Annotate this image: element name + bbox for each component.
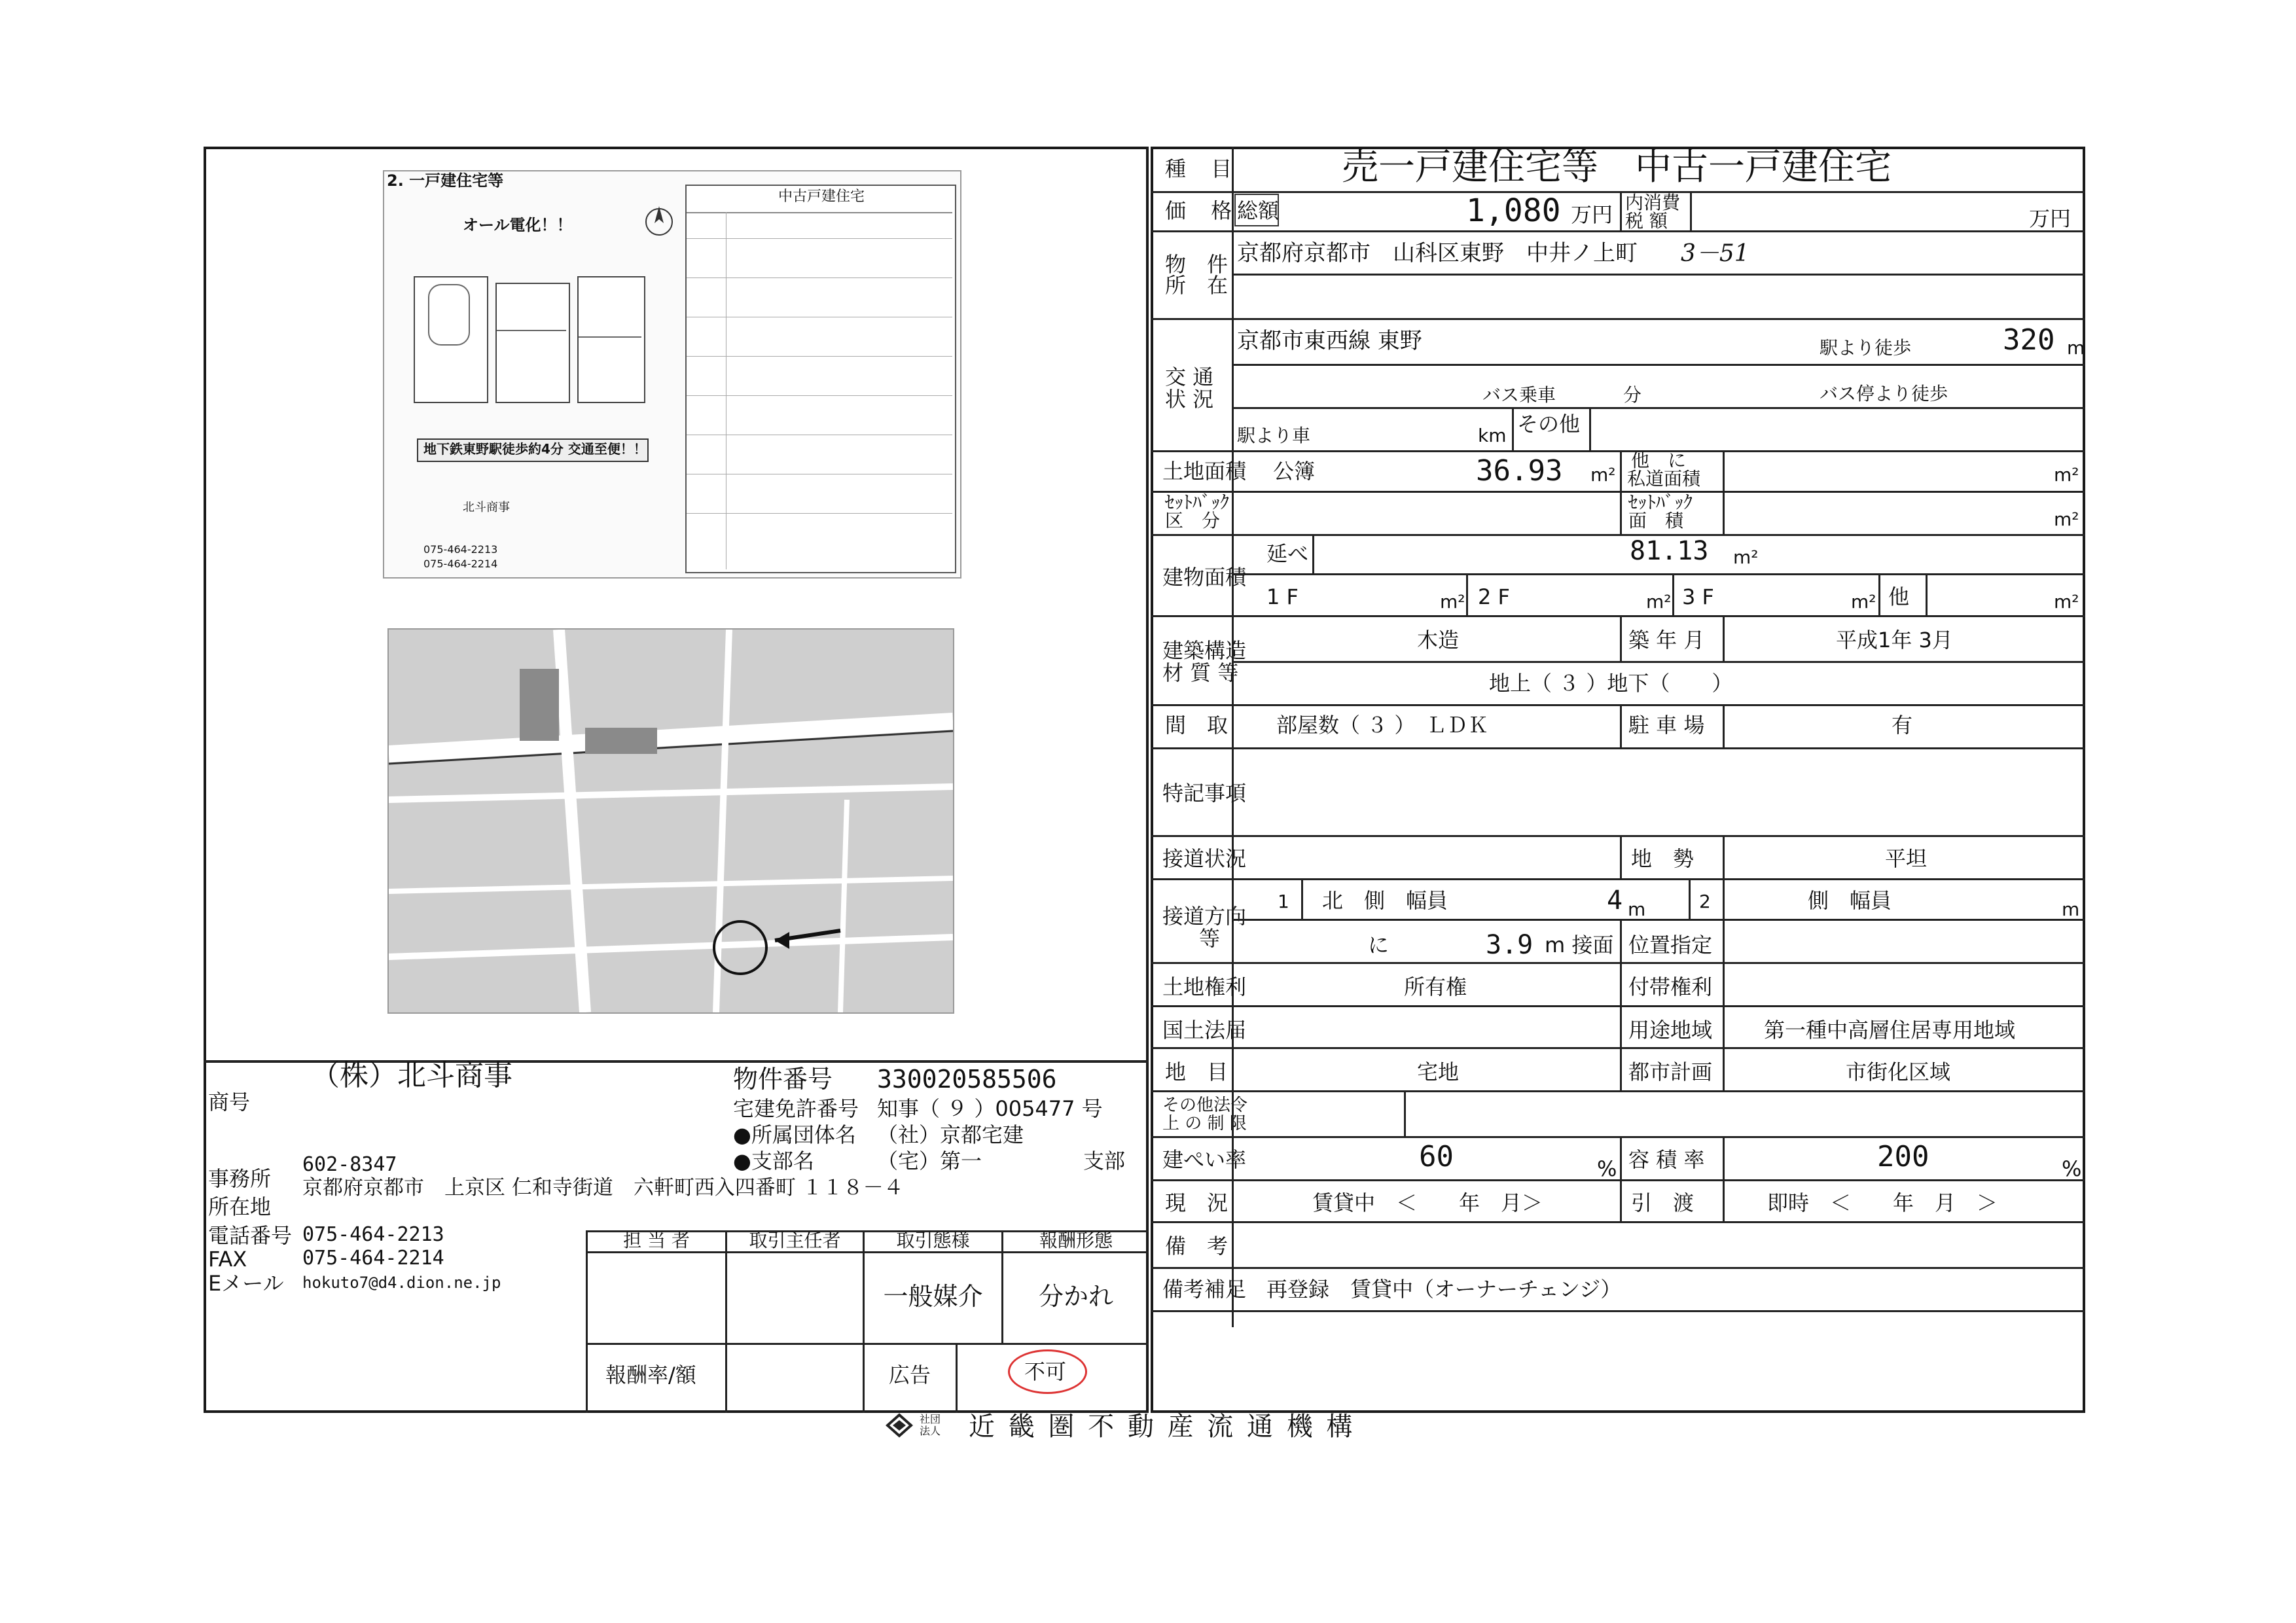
license-value: 知事（ ９ ）005477 号 xyxy=(877,1096,1103,1121)
road-dir-label-2: 等 xyxy=(1199,926,1221,951)
setback-area-unit: m² xyxy=(2054,508,2079,530)
company-tel: 075-464-2213 xyxy=(302,1223,444,1246)
terrain-value: 平坦 xyxy=(1885,846,1928,871)
frontage-ni: に xyxy=(1368,933,1390,957)
frontage-unit: m 接面 xyxy=(1545,933,1614,957)
building-area-label: 建物面積 xyxy=(1162,565,1247,590)
remarks-sup-label: 備考補足 xyxy=(1162,1277,1247,1302)
company-fax: 075-464-2214 xyxy=(302,1247,444,1270)
org-logo-text: 社団法人 xyxy=(920,1413,941,1437)
price-unit: 万円 xyxy=(1571,202,1613,227)
header-housyu-keitai: 報酬形態 xyxy=(1039,1230,1113,1251)
org-label: ●所属団体名 xyxy=(733,1122,856,1147)
floor-3f-unit: m² xyxy=(1851,591,1876,613)
total-floor-label: 延べ xyxy=(1266,541,1309,566)
land-area-unit: m² xyxy=(1590,464,1616,486)
road1-no: 1 xyxy=(1278,891,1289,912)
floor-2f-label: 2 F xyxy=(1478,584,1510,609)
city-plan-value: 市街化区域 xyxy=(1846,1060,1951,1084)
chimoku-label: 地 目 xyxy=(1165,1060,1229,1084)
floor-other-unit: m² xyxy=(2054,591,2079,613)
compass-icon xyxy=(643,201,675,240)
shumoku-label: 種 目 xyxy=(1165,156,1242,181)
header-torihiki-taiyou: 取引態様 xyxy=(896,1230,970,1251)
torihiki-value: 一般媒介 xyxy=(883,1282,983,1311)
road2-dir: 側 幅員 xyxy=(1808,888,1892,913)
layout-value: 部屋数（ ３ ） ＬＤＫ xyxy=(1276,713,1489,738)
land-area-kind: 公簿 xyxy=(1273,459,1316,484)
branch-label: ●支部名 xyxy=(733,1149,814,1173)
fax-label: FAX xyxy=(208,1247,247,1272)
car-label: 駅より車 xyxy=(1237,425,1311,446)
structure-value: 木造 xyxy=(1417,628,1460,652)
land-area-value: 36.93 xyxy=(1476,454,1563,488)
built-value: 平成1年 3月 xyxy=(1836,628,1953,652)
shogo-label: 商号 xyxy=(208,1090,251,1115)
branch-suffix: 支部 xyxy=(1083,1149,1126,1173)
tax-label-1: 内消費 xyxy=(1625,192,1681,213)
floor-plan-1f xyxy=(414,276,488,403)
private-road-label-1: 他 に xyxy=(1631,450,1687,471)
floor-2f-unit: m² xyxy=(1646,591,1672,613)
access-label-1: 交 通 xyxy=(1165,365,1214,389)
tax-label-2: 税 額 xyxy=(1625,210,1668,232)
org-value: （社）京都宅建 xyxy=(877,1122,1024,1147)
location-value: 京都府京都市 山科区東野 中井ノ上町 xyxy=(1237,240,1638,266)
branch-value: （宅）第一 xyxy=(877,1149,982,1173)
shumoku-value: 売一戸建住宅等 中古一戸建住宅 xyxy=(1342,146,1892,188)
company-email: hokuto7@d4.dion.ne.jp xyxy=(302,1274,501,1292)
far-unit: % xyxy=(2062,1156,2082,1181)
notes-label: 特記事項 xyxy=(1162,781,1247,806)
structure-label-2: 材 質 等 xyxy=(1162,660,1239,685)
other-law-label-2: 上 の 制 限 xyxy=(1162,1114,1247,1133)
frontage-value: 3.9 xyxy=(1486,930,1534,960)
setback-area-label-1: ｾｯﾄﾊﾞｯｸ xyxy=(1628,491,1693,513)
other-law-label-1: その他法令 xyxy=(1162,1096,1248,1115)
road-dir-label-1: 接道方向 xyxy=(1162,904,1247,929)
road2-width-unit: m xyxy=(2062,899,2080,920)
price-label: 価 格 xyxy=(1165,198,1242,223)
handover-value: 即時 ＜ 年 月 ＞ xyxy=(1767,1190,1998,1215)
property-no-label: 物件番号 xyxy=(733,1065,833,1094)
office-label: 事務所 xyxy=(208,1166,272,1191)
flyer-thumbnail xyxy=(383,170,961,579)
parking-label: 駐 車 場 xyxy=(1628,713,1705,738)
chimoku-value: 宅地 xyxy=(1417,1060,1460,1084)
flyer-heading: 2. 一戸建住宅等 xyxy=(387,171,504,190)
zoning-value: 第一種中高層住居専用地域 xyxy=(1764,1018,2016,1043)
road1-width-unit: m xyxy=(1628,899,1646,920)
terrain-label: 地 勢 xyxy=(1631,846,1695,871)
far-value: 200 xyxy=(1877,1140,1929,1173)
location-label: 所在地 xyxy=(208,1194,272,1219)
floor-plan-2f xyxy=(495,283,570,403)
access-other-label: その他 xyxy=(1517,412,1581,437)
road-status-label: 接道状況 xyxy=(1162,846,1247,871)
org-logo-icon xyxy=(885,1412,914,1438)
structure-label-1: 建築構造 xyxy=(1162,638,1247,663)
flyer-banner: 地下鉄東野駅徒歩約4分 交通至便！！ xyxy=(417,438,649,462)
total-floor-unit: m² xyxy=(1733,546,1759,568)
floors-value: 地上（ ３ ）地下（ ） xyxy=(1489,671,1733,696)
bus-unit: 分 xyxy=(1623,384,1642,406)
walk-unit: m xyxy=(2067,337,2085,359)
header-torihiki-shunin: 取引主任者 xyxy=(749,1230,841,1251)
layout-label: 間 取 xyxy=(1165,713,1229,738)
bcr-unit: % xyxy=(1597,1156,1617,1181)
flyer-catch-copy: オール電化！！ xyxy=(463,216,573,234)
tax-unit: 万円 xyxy=(2029,206,2072,231)
handover-label: 引 渡 xyxy=(1631,1190,1695,1215)
status-value: 賃貸中 ＜ 年 月＞ xyxy=(1312,1190,1543,1215)
floor-1f-label: 1 F xyxy=(1266,584,1299,609)
road2-no: 2 xyxy=(1699,891,1711,912)
company-name: （株）北斗商事 xyxy=(311,1059,512,1092)
parking-value: 有 xyxy=(1892,713,1913,738)
bus-label: バス乗車 xyxy=(1482,384,1556,406)
location-label-2: 所 在 xyxy=(1165,273,1229,298)
floor-plan-3f xyxy=(577,276,645,403)
built-label: 築 年 月 xyxy=(1628,628,1705,652)
zoning-label: 用途地域 xyxy=(1628,1018,1713,1043)
attached-right-label: 付帯権利 xyxy=(1628,974,1713,999)
ad-label: 広告 xyxy=(889,1363,931,1387)
setback-label-2: 区 分 xyxy=(1165,510,1221,531)
location-label-1: 物 件 xyxy=(1165,252,1229,277)
header-tantousha: 担 当 者 xyxy=(623,1230,690,1251)
email-label: Eメール xyxy=(208,1271,284,1296)
company-address: 京都府京都市 上京区 仁和寺街道 六軒町西入四番町 １１８－４ xyxy=(302,1176,904,1200)
private-road-unit: m² xyxy=(2054,464,2079,486)
license-label: 宅建免許番号 xyxy=(733,1096,859,1121)
far-label: 容 積 率 xyxy=(1628,1147,1705,1172)
location-handwritten: 3－51 xyxy=(1681,240,1749,267)
road1-width: 4 xyxy=(1607,885,1623,916)
walk-label: 駅より徒歩 xyxy=(1820,337,1912,359)
bcr-value: 60 xyxy=(1419,1140,1454,1173)
property-no: 330020585506 xyxy=(877,1065,1057,1094)
road1-dir: 北 側 幅員 xyxy=(1322,888,1448,913)
land-area-label: 土地面積 xyxy=(1162,459,1247,484)
flyer-spec-table: 中古戸建住宅 xyxy=(685,185,956,573)
national-law-label: 国土法届 xyxy=(1162,1018,1247,1043)
private-road-label-2: 私道面積 xyxy=(1627,468,1701,490)
city-plan-label: 都市計画 xyxy=(1628,1060,1713,1084)
price-value: 1,080 xyxy=(1466,192,1561,229)
status-label: 現 況 xyxy=(1165,1190,1229,1215)
land-right-label: 土地権利 xyxy=(1162,974,1247,999)
org-name: 近 畿 圏 不 動 産 流 通 機 構 xyxy=(969,1412,1355,1442)
price-total-label: 総額 xyxy=(1237,198,1280,223)
setback-area-label-2: 面 積 xyxy=(1628,510,1684,531)
flyer-company: 北斗商事 xyxy=(463,501,510,514)
ad-value: 不可 xyxy=(1024,1359,1067,1384)
land-right-value: 所有権 xyxy=(1404,974,1467,999)
car-unit: km xyxy=(1478,425,1507,446)
total-floor-value: 81.13 xyxy=(1630,536,1709,566)
flyer-tel: 075-464-2213 xyxy=(423,543,498,556)
remarks-sup-value: 再登録 賃貸中（オーナーチェンジ） xyxy=(1266,1277,1622,1302)
floor-3f-label: 3 F xyxy=(1682,584,1714,609)
bcr-label: 建ぺい率 xyxy=(1162,1147,1247,1172)
tel-label: 電話番号 xyxy=(208,1223,293,1248)
bus-walk-label: バス停より徒歩 xyxy=(1820,383,1948,404)
postal-code: 602-8347 xyxy=(302,1153,397,1176)
location-map xyxy=(387,628,954,1014)
remarks-label: 備 考 xyxy=(1165,1234,1229,1258)
floor-1f-unit: m² xyxy=(1440,591,1465,613)
walk-value: 320 xyxy=(2003,323,2055,357)
housyu-value: 分かれ xyxy=(1038,1282,1113,1311)
rate-label: 報酬率/額 xyxy=(605,1363,696,1387)
flyer-fax: 075-464-2214 xyxy=(423,558,498,570)
setback-label-1: ｾｯﾄﾊﾞｯｸ xyxy=(1165,491,1230,513)
line-value: 京都市東西線 東野 xyxy=(1237,328,1422,354)
position-label: 位置指定 xyxy=(1628,933,1713,957)
floor-other-label: 他 xyxy=(1888,584,1910,609)
access-label-2: 状 況 xyxy=(1165,387,1214,412)
